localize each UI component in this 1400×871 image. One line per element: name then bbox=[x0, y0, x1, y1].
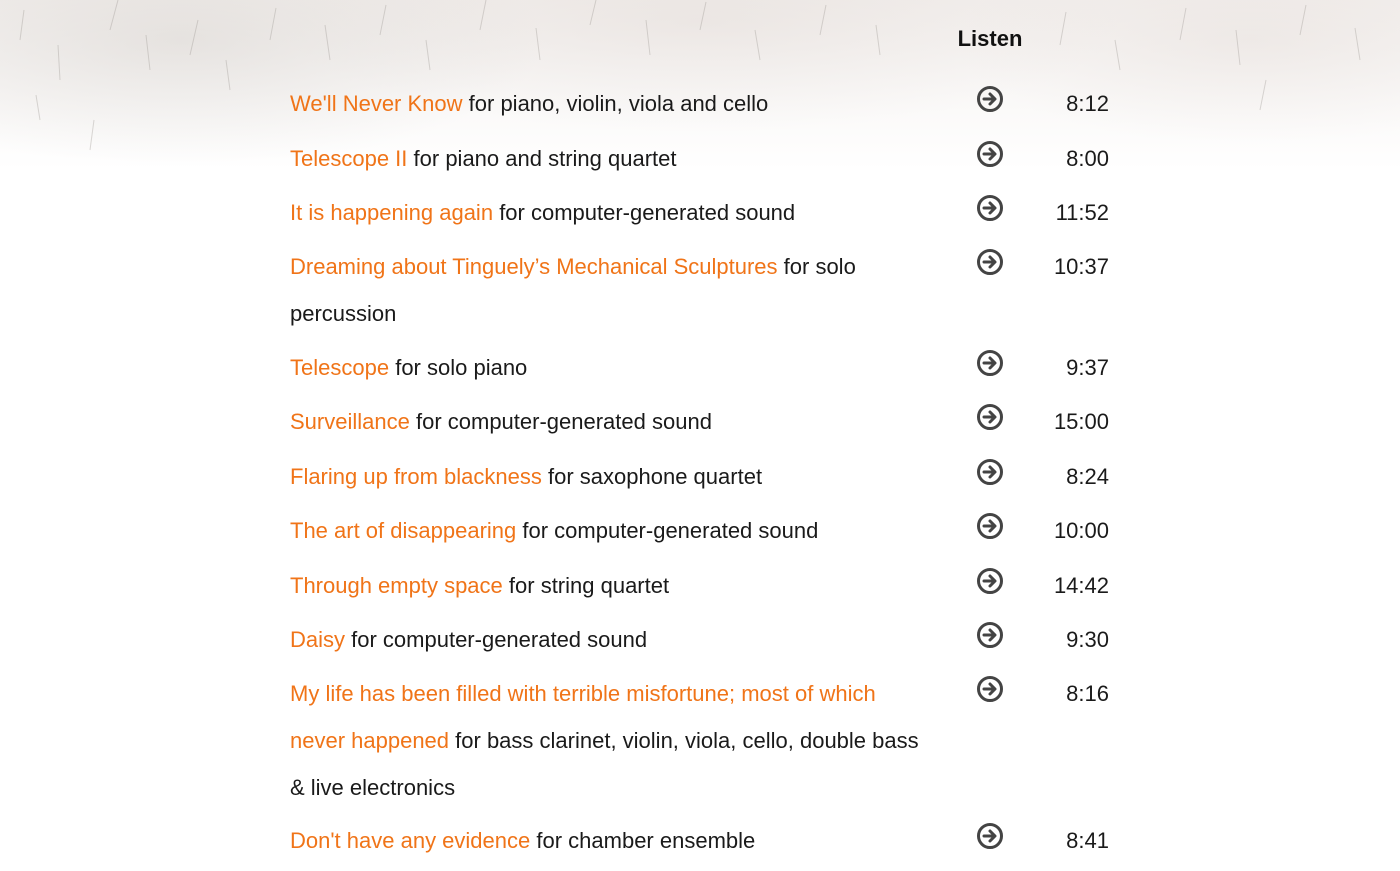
work-duration: 11:52 bbox=[1055, 200, 1109, 225]
work-instrumentation: for chamber ensemble bbox=[536, 828, 756, 853]
arrow-circle-right-icon[interactable] bbox=[976, 567, 1004, 595]
work-duration: 15:00 bbox=[1053, 409, 1109, 434]
work-duration: 8:16 bbox=[1066, 681, 1109, 706]
work-instrumentation: for string quartet bbox=[508, 573, 670, 598]
work-title-link[interactable]: Don't have any evidence bbox=[290, 828, 531, 853]
work-title-link[interactable]: The art of disappearing bbox=[290, 518, 517, 543]
work-duration: 8:00 bbox=[1066, 146, 1109, 171]
work-description bbox=[290, 453, 930, 500]
work-title-link[interactable]: Dreaming about Tinguely’s Mechanical Sculptures bbox=[290, 254, 778, 279]
work-duration: 9:37 bbox=[1066, 355, 1109, 380]
work-description bbox=[290, 135, 930, 182]
arrow-circle-right-icon[interactable] bbox=[976, 140, 1004, 168]
work-title-link[interactable]: Flaring up from blackness bbox=[290, 464, 542, 489]
work-description bbox=[290, 817, 930, 864]
work-description bbox=[290, 562, 930, 609]
listen-column-header: Listen bbox=[957, 26, 1023, 51]
arrow-circle-right-icon[interactable] bbox=[976, 349, 1004, 377]
work-duration: 8:41 bbox=[1066, 828, 1109, 853]
work-description bbox=[290, 507, 930, 554]
work-title-link[interactable]: Telescope II bbox=[290, 146, 408, 171]
work-description bbox=[290, 243, 930, 337]
arrow-circle-right-icon[interactable] bbox=[976, 621, 1004, 649]
work-duration: 8:12 bbox=[1066, 91, 1109, 116]
arrow-circle-right-icon[interactable] bbox=[976, 85, 1004, 113]
arrow-circle-right-icon[interactable] bbox=[976, 248, 1004, 276]
work-title-link[interactable]: It is happening again bbox=[290, 200, 494, 225]
arrow-circle-right-icon[interactable] bbox=[976, 512, 1004, 540]
work-title-link[interactable]: Telescope bbox=[290, 355, 390, 380]
work-instrumentation: for solo percussion bbox=[290, 254, 856, 326]
work-description bbox=[290, 398, 930, 445]
work-title-link[interactable]: We'll Never Know bbox=[290, 91, 463, 116]
arrow-circle-right-icon[interactable] bbox=[976, 403, 1004, 431]
work-instrumentation: for saxophone quartet bbox=[548, 464, 763, 489]
work-instrumentation: for computer-generated sound bbox=[522, 518, 819, 543]
arrow-circle-right-icon[interactable] bbox=[976, 675, 1004, 703]
work-instrumentation: for computer-generated sound bbox=[499, 200, 796, 225]
work-instrumentation: for bass clarinet, violin, viola, cello, double bass & live electronics bbox=[290, 728, 919, 800]
work-instrumentation: for piano, violin, viola and cello bbox=[468, 91, 769, 116]
work-instrumentation: for piano and string quartet bbox=[413, 146, 677, 171]
work-instrumentation: for solo piano bbox=[395, 355, 528, 380]
arrow-circle-right-icon[interactable] bbox=[976, 194, 1004, 222]
work-description bbox=[290, 189, 930, 236]
work-description bbox=[290, 670, 930, 811]
work-title-link[interactable]: My life has been filled with terrible misfortune; most of which never happened bbox=[290, 681, 876, 753]
work-title-link[interactable]: Surveillance bbox=[290, 409, 410, 434]
work-duration: 10:00 bbox=[1053, 518, 1109, 543]
work-description bbox=[290, 80, 930, 127]
arrow-circle-right-icon[interactable] bbox=[976, 458, 1004, 486]
work-duration: 10:37 bbox=[1053, 254, 1109, 279]
work-instrumentation: for computer-generated sound bbox=[351, 627, 648, 652]
work-description bbox=[290, 344, 930, 391]
work-duration: 14:42 bbox=[1053, 573, 1109, 598]
arrow-circle-right-icon[interactable] bbox=[976, 822, 1004, 850]
work-duration: 9:30 bbox=[1066, 627, 1109, 652]
work-title-link[interactable]: Daisy bbox=[290, 627, 346, 652]
work-title-link[interactable]: Through empty space bbox=[290, 573, 503, 598]
work-description bbox=[290, 616, 930, 663]
work-instrumentation: for computer-generated sound bbox=[415, 409, 712, 434]
work-duration: 8:24 bbox=[1066, 464, 1109, 489]
